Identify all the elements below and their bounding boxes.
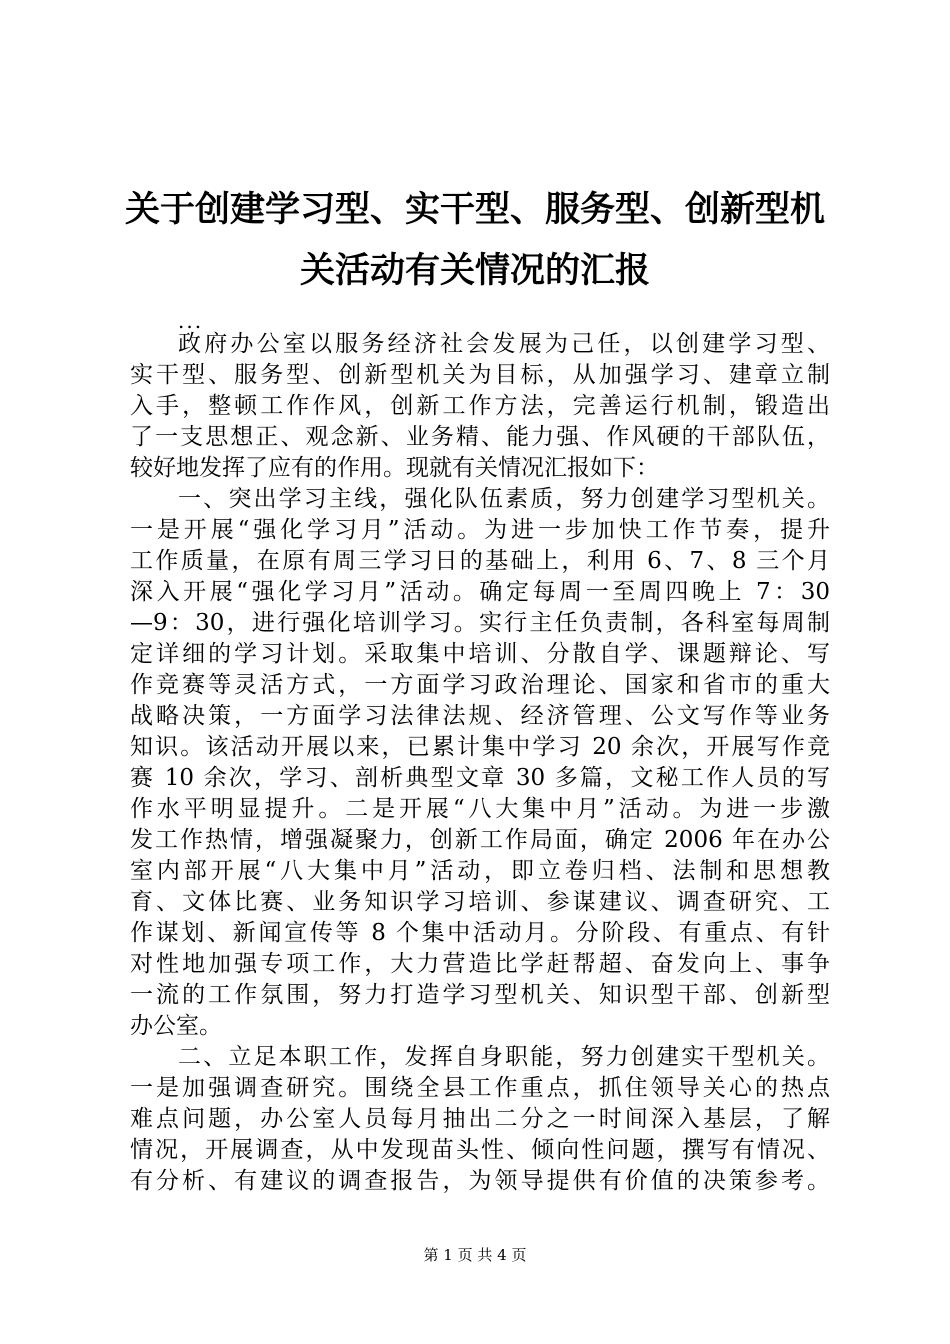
- body-line: 一流的工作氛围，努力打造学习型机关、知识型干部、创新型: [130, 982, 830, 1008]
- body-line: 知识。该活动开展以来，已累计集中学习 20 余次，开展写作竞: [130, 734, 830, 760]
- body-line: 情况，开展调查，从中发现苗头性、倾向性问题，撰写有情况、: [130, 1137, 830, 1163]
- body-line: 赛 10 余次，学习、剖析典型文章 30 多篇，文秘工作人员的写: [130, 765, 830, 791]
- document-title-line-1: 关于创建学习型、实干型、服务型、创新型机: [124, 190, 825, 230]
- body-line: 二、立足本职工作，发挥自身职能，努力创建实干型机关。: [178, 1044, 830, 1070]
- ellipsis-marker: ...: [178, 309, 204, 333]
- body-line: 一是开展“强化学习月”活动。为进一步加快工作节奏，提升: [130, 517, 830, 543]
- body-line: 工作质量，在原有周三学习日的基础上，利用 6、7、8 三个月: [130, 548, 830, 574]
- body-line: 一是加强调查研究。围绕全县工作重点，抓住领导关心的热点: [130, 1075, 830, 1101]
- body-line: 入手，整顿工作作风，创新工作方法，完善运行机制，锻造出: [130, 393, 830, 419]
- body-line: 室内部开展“八大集中月”活动，即立卷归档、法制和思想教: [130, 858, 830, 884]
- body-line: 定详细的学习计划。采取集中培训、分散自学、课题辩论、写: [130, 641, 830, 667]
- body-line: 实干型、服务型、创新型机关为目标，从加强学习、建章立制: [130, 362, 830, 388]
- body-line: 了一支思想正、观念新、业务精、能力强、作风硬的干部队伍，: [130, 424, 830, 450]
- document-title-line-2: 关活动有关情况的汇报: [299, 251, 650, 291]
- body-line: 深入开展“强化学习月”活动。确定每周一至周四晚上 7：30: [130, 579, 830, 605]
- body-line: 办公室。: [130, 1013, 222, 1039]
- body-line: 发工作热情，增强凝聚力，创新工作局面，确定 2006 年在办公: [130, 827, 830, 853]
- body-line: 育、文体比赛、业务知识学习培训、参谋建议、调查研究、工: [130, 889, 830, 915]
- body-line: —9：30，进行强化培训学习。实行主任负责制，各科室每周制: [130, 610, 830, 636]
- body-line: 政府办公室以服务经济社会发展为己任，以创建学习型、: [178, 331, 830, 357]
- body-line: 一、突出学习主线，强化队伍素质，努力创建学习型机关。: [178, 486, 830, 512]
- page-footer: 第 1 页 共 4 页: [423, 1246, 527, 1264]
- body-line: 作竞赛等灵活方式，一方面学习政治理论、国家和省市的重大: [130, 672, 830, 698]
- body-line: 作谋划、新闻宣传等 8 个集中活动月。分阶段、有重点、有针: [130, 920, 830, 946]
- body-line: 战略决策，一方面学习法律法规、经济管理、公文写作等业务: [130, 703, 830, 729]
- body-line: 作水平明显提升。二是开展“八大集中月”活动。为进一步激: [130, 796, 830, 822]
- body-line: 有分析、有建议的调查报告，为领导提供有价值的决策参考。: [130, 1168, 830, 1194]
- body-line: 对性地加强专项工作，大力营造比学赶帮超、奋发向上、事争: [130, 951, 830, 977]
- body-line: 较好地发挥了应有的作用。现就有关情况汇报如下：: [130, 455, 659, 481]
- body-line: 难点问题，办公室人员每月抽出二分之一时间深入基层，了解: [130, 1106, 830, 1132]
